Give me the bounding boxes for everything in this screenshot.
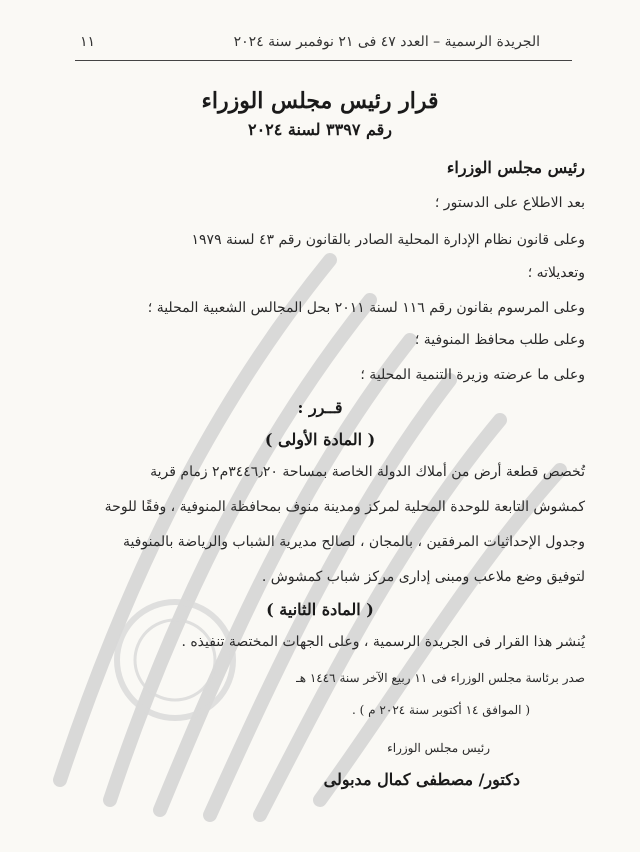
decided-label: قــرر :: [297, 398, 343, 417]
preamble-line: وعلى ما عرضته وزيرة التنمية المحلية ؛: [360, 367, 585, 383]
article-1-line: لتوفيق وضع ملاعب ومبنى إدارى مركز شباب كمشوش .: [261, 569, 585, 585]
header-divider: [75, 60, 572, 61]
preamble-line: وعلى قانون نظام الإدارة المحلية الصادر بالقانون رقم ٤٣ لسنة ١٩٧٩: [191, 232, 585, 248]
article-1-line: وجدول الإحداثيات المرفقين ، بالمجان ، لصالح مديرية الشباب والرياضة بالمنوفية: [122, 534, 585, 550]
article-2-heading: ( المادة الثانية ): [266, 600, 374, 619]
signature-name: دكتور/ مصطفى كمال مدبولى: [323, 770, 520, 789]
page-header: [80, 30, 540, 54]
issuer-heading: رئيس مجلس الوزراء: [446, 158, 585, 177]
issuance-date-gregorian: ( الموافق ١٤ أكتوبر سنة ٢٠٢٤ م ) .: [352, 703, 530, 717]
signature-role: رئيس مجلس الوزراء: [387, 741, 490, 755]
preamble-line: وعلى المرسوم بقانون رقم ١١٦ لسنة ٢٠١١ بحل المجالس الشعبية المحلية ؛: [147, 300, 585, 316]
issuance-date-hijri: صدر برئاسة مجلس الوزراء فى ١١ ربيع الآخر سنة ١٤٤٦ هـ: [296, 671, 585, 685]
preamble-line: وتعديلاته ؛: [527, 265, 585, 281]
article-1-heading: ( المادة الأولى ): [264, 430, 376, 449]
page-number: ١١: [80, 34, 96, 50]
decree-number: رقم ٣٣٩٧ لسنة ٢٠٢٤: [247, 120, 393, 139]
article-2-line: يُنشر هذا القرار فى الجريدة الرسمية ، وعلى الجهات المختصة تنفيذه .: [181, 634, 585, 650]
article-1-line: تُخصص قطعة أرض من أملاك الدولة الخاصة بمساحة ٣٤٤٦٫٢٠م٢ زمام قرية: [150, 464, 585, 480]
publication-info: الجريدة الرسمية – العدد ٤٧ فى ٢١ نوفمبر سنة ٢٠٢٤: [233, 34, 540, 50]
preamble-line: وعلى طلب محافظ المنوفية ؛: [414, 332, 585, 348]
decree-title: قرار رئيس مجلس الوزراء: [201, 88, 439, 114]
preamble-line: بعد الاطلاع على الدستور ؛: [434, 195, 585, 211]
article-1-line: كمشوش التابعة للوحدة المحلية لمركز ومدينة منوف بمحافظة المنوفية ، وفقًا للوحة: [104, 499, 585, 515]
